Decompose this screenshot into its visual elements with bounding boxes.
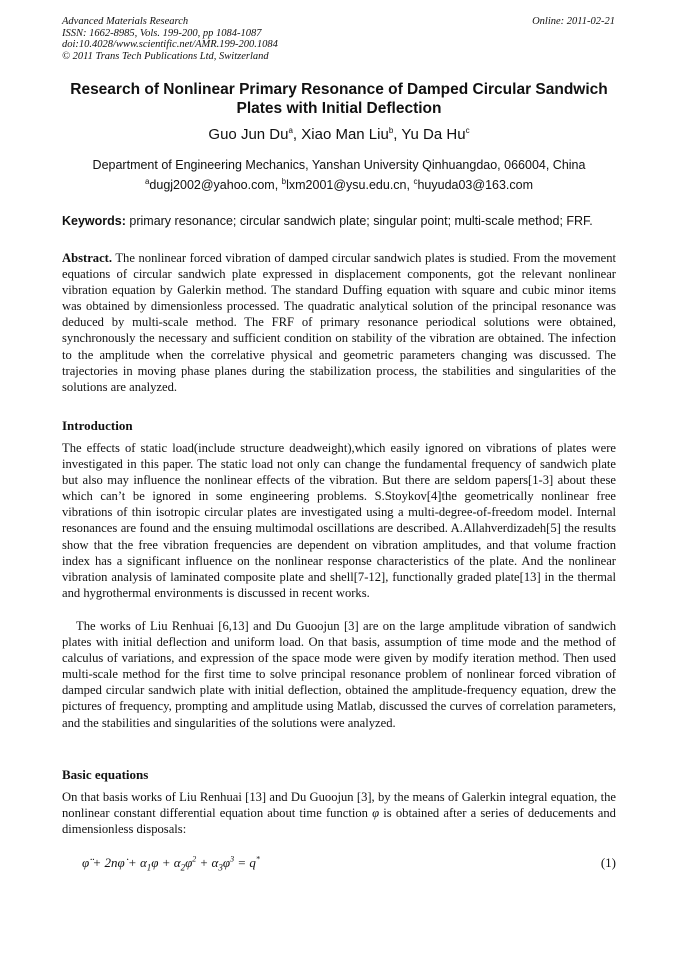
email-address: dugj2002@yahoo.com bbox=[149, 178, 275, 192]
keywords-label: Keywords: bbox=[62, 214, 126, 228]
equation-1 bbox=[62, 855, 616, 875]
introduction-heading: Introduction bbox=[62, 418, 133, 433]
author-sup: b bbox=[388, 126, 394, 135]
introduction-paragraph-1: The effects of static load(include structure deadweight),which easily ignored on vibrations of plates were investigated in this paper. The static load not only can change the fundamental frequency of sandwich plate but also may influence the nonlinear effects of the vibration. But there are seldom papers[1-3] about these which can’t be ignored in some engineering problems. S.Stoykov[4]the geometrically nonlinear free vibrations of thin isotropic circular plates are investigated using a multi-degree-of-freedom model. Internal resonances are found and the ensuing multimodal oscillations are described. A.Allahverdizadeh[5] the results show that the free vibration frequencies are dependent on vibration amplitudes, and that volume fraction index has a significant influence on the nonlinear response characteristics of the plate. And the nonlinear vibration analysis of laminated composite plate and shell[7-12], functionally graded plate[13] in the thermal and hygrothermal environments is discussed in recent works. bbox=[62, 441, 616, 600]
abstract-text: The nonlinear forced vibration of damped circular sandwich plates is studied. From the movement equations of circular sandwich plate expressed in displacement components, got the relevant nonlinear vibration equation by Galerkin method. The standard Duffing equation with square and cubic minor items was obtained by dimensionless processed. The quadratic analytical solution of the principal resonance was deduced by multi-scale method. The FRF of primary resonance periodical solutions were obtained, synchronously the necessary and sufficient condition on stability of the vibration are obtained. The infection to the amplitude when the correlative physical and geometric parameters changing was discussed. The trajectories in moving phase planes during the stabilization process, the stabilities and singularities of the solutions are analyzed. bbox=[62, 251, 616, 394]
authors: Guo Jun Du$^a$, Xiao Man Liu$^b$, Yu Da Hu$^c$ bbox=[208, 126, 470, 143]
equation-body: φ̈ + 2nφ̇ + $\alpha_1\varphi + \alpha_2\varphi^2 + \alpha_3\varphi^3 = q^*$ bbox=[82, 854, 260, 873]
abstract-label: Abstract. bbox=[62, 251, 113, 265]
emails: $^a$dugj2002@yahoo.com, $^b$lxm2001@ysu.edu.cn, $^c$huyuda03@163.com bbox=[144, 176, 534, 192]
author-name: Xiao Man Liu bbox=[301, 126, 389, 143]
email-sup: b bbox=[281, 176, 287, 186]
journal-issn: ISSN: 1662-8985, Vols. 199-200, pp 1084-1087 bbox=[62, 27, 262, 39]
phi-symbol: φ bbox=[372, 806, 380, 821]
affiliation: Department of Engineering Mechanics, Yanshan University Qinhuangdao, 066004, China bbox=[92, 158, 586, 172]
keywords bbox=[62, 213, 616, 229]
journal-copyright: © 2011 Trans Tech Publications Ltd, Switzerland bbox=[62, 50, 269, 62]
basic-text-before: On that basis works of Liu Renhuai [13] and Du Guoojun [3], by the means of Galerkin integral equation, the nonlinear constant differential equation about time function bbox=[62, 790, 616, 821]
basic-equations-heading: Basic equations bbox=[62, 767, 149, 782]
introduction-paragraph-2: The works of Liu Renhuai [6,13] and Du Guoojun [3] are on the large amplitude vibration of sandwich plates with initial deflection and uniform load. On that basis, assumption of time mode and the method of calculus of variations, and expression of the space mode were given by modify iteration method. Then used multi-scale method for the first time to solve principal resonance problem of nonlinear forced vibration of damped circular sandwich plate with initial deflection, obtained the amplitude-frequency equation, drew the pictures of frequency, prompting and amplitude using Matlab, discussed the curves of correlation parameters, and the stabilities and singularities of the solutions were analyzed. bbox=[62, 619, 616, 730]
keywords-text: primary resonance; circular sandwich plate; singular point; multi-scale method; FRF. bbox=[129, 214, 593, 228]
basic-text-after: is obtained after a series of deducements and dimensionless disposals: bbox=[62, 806, 616, 837]
author-sup: a bbox=[288, 126, 293, 135]
journal-name: Advanced Materials Research bbox=[62, 16, 189, 27]
email-sup: a bbox=[144, 176, 150, 186]
journal-header bbox=[62, 16, 278, 62]
basic-equations-paragraph bbox=[62, 789, 616, 837]
equation-number: (1) bbox=[600, 855, 616, 870]
paper-title: Research of Nonlinear Primary Resonance of Damped Circular Sandwich Plates with Initial Deflection bbox=[70, 81, 608, 117]
email-address: lxm2001@ysu.edu.cn bbox=[286, 178, 407, 192]
online-date: Online: 2011-02-21 bbox=[532, 16, 615, 27]
author-sup: c bbox=[465, 126, 470, 135]
email-address: huyuda03@163.com bbox=[417, 178, 534, 192]
abstract bbox=[62, 250, 616, 395]
author-name: Yu Da Hu bbox=[401, 126, 466, 143]
journal-doi: doi:10.4028/www.scientific.net/AMR.199-200.1084 bbox=[62, 39, 278, 50]
author-name: Guo Jun Du bbox=[208, 126, 289, 143]
email-sup: c bbox=[413, 176, 418, 186]
